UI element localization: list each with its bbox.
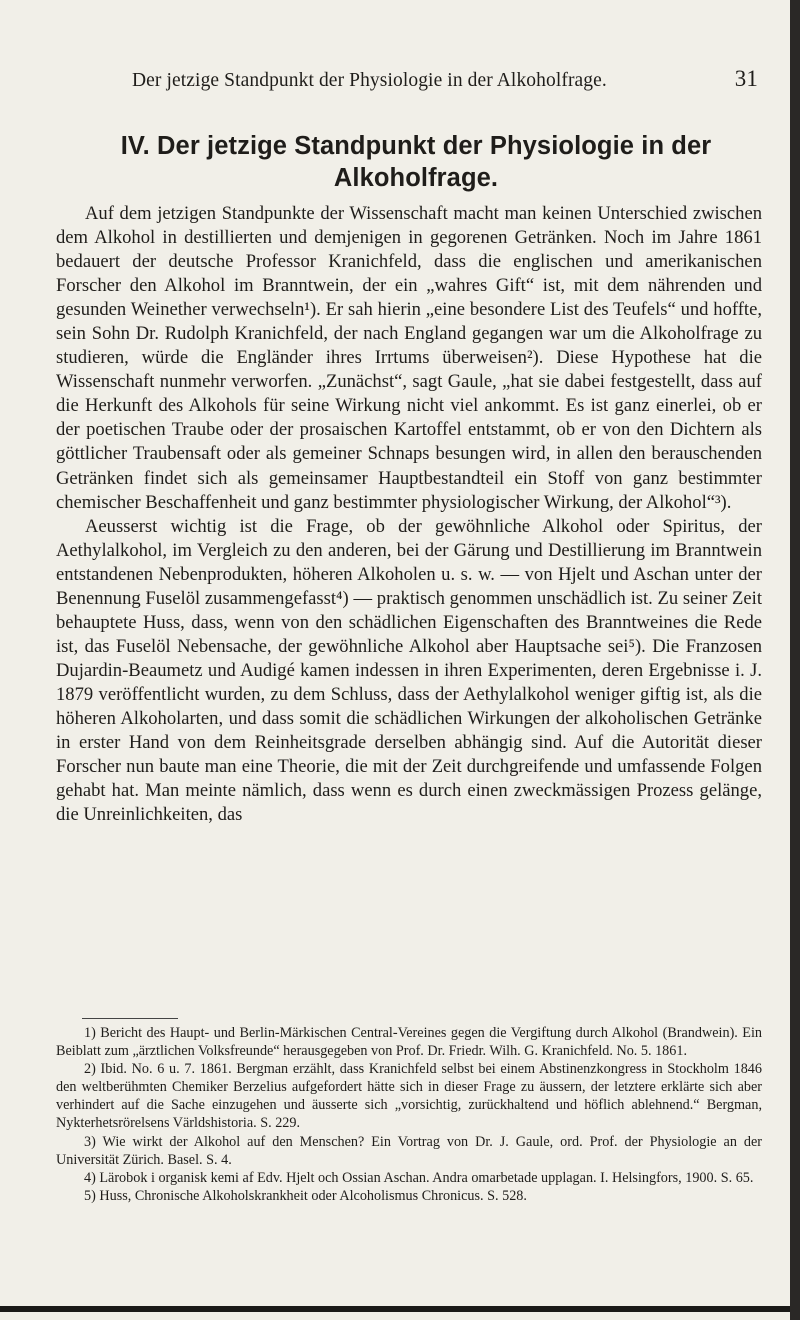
- footnote: 1) Bericht des Haupt- und Berlin-Märkischen Central-Vereines gegen die Vergiftung durch Alkohol (Brandwein). Ein Beiblatt zum „ärztlichen Volksfreunde“ herausgegeben von Prof. Dr. Friedr. Wilh. G. Kranichfeld. No. 5. 1861.: [56, 1025, 762, 1060]
- scan-bottom-edge: [0, 1306, 800, 1312]
- footnote: 4) Lärobok i organisk kemi af Edv. Hjelt och Ossian Aschan. Andra omarbetade upplagan. I. Helsingfors, 1900. S. 65.: [84, 1169, 754, 1186]
- scan-right-edge: [790, 0, 800, 1320]
- footnotes: [56, 1024, 762, 1205]
- chapter-title: IV. Der jetzige Standpunkt der Physiologie in der Alkoholfrage.: [120, 132, 712, 192]
- footnote: 3) Wie wirkt der Alkohol auf den Menschen? Ein Vortrag von Dr. J. Gaule, ord. Prof. der Physiologie an der Universität Zürich. Basel. S. 4.: [56, 1133, 762, 1168]
- body-text: [56, 202, 762, 827]
- footnote-divider: [82, 1018, 178, 1019]
- running-title: Der jetzige Standpunkt der Physiologie in der Alkoholfrage.: [132, 70, 607, 91]
- paragraph: Auf dem jetzigen Standpunkte der Wissenschaft macht man keinen Unterschied zwischen dem Alkohol in destillierten und demjenigen in gegorenen Getränken. Noch im Jahre 1861 bedauert der deutsche Professor Kranichfeld, dass die englischen und amerikanischen Forscher den Alkohol im Branntwein, der ein „wahres Gift“ ist, mit dem nährenden und gesunden Weinether verwechseln¹). Er sah hierin „eine besondere List des Teufels“ und hoffte, sein Sohn Dr. Rudolph Kranichfeld, der nach England gegangen war um die Alkoholfrage zu studieren, würde die Engländer ihres Irrtums überweisen²). Diese Hypothese hat die Wissenschaft nunmehr verworfen. „Zunächst“, sagt Gaule, „hat sie dabei festgestellt, dass auf die Herkunft des Alkohols für seine Wirkung nicht viel ankommt. Es ist ganz einerlei, ob er der poetischen Traube oder der prosaischen Kartoffel entstammt, ob er von den Dichtern als göttlicher Traubensaft oder als gemeiner Schnaps besungen wird, in allen den berauschenden Getränken findet sich als gemeinsamer Hauptbestandteil ein Stoff von ganz bestimmter chemischer Beschaffenheit und ganz bestimmter physiologischer Wirkung, der Alkohol“³).: [56, 203, 762, 513]
- footnote: 2) Ibid. No. 6 u. 7. 1861. Bergman erzählt, dass Kranichfeld selbst bei einem Abstinenzkongress in Stockholm 1846 den weltberühmten Chemiker Berzelius aufgefordert hätte sich in dieser Frage zu äussern, der letztere erklärte sich aber verhindert auf die Sache einzugehen und äusserte sich „vorsichtig, zurückhaltend und höflich ablehnend.“ Bergman, Nykterhetsrörelsens Världshistoria. S. 229.: [56, 1061, 762, 1132]
- running-head: [132, 66, 758, 92]
- page-number: 31: [734, 66, 758, 91]
- paragraph: Aeusserst wichtig ist die Frage, ob der gewöhnliche Alkohol oder Spiritus, der Aethylalkohol, im Vergleich zu den anderen, bei der Gärung und Destillierung im Branntwein entstandenen Nebenprodukten, höheren Alkoholen u. s. w. — von Hjelt und Aschan unter der Benennung Fuselöl zusammengefasst⁴) — praktisch genommen unschädlich ist. Zu seiner Zeit behauptete Huss, dass, wenn von den schädlichen Eigenschaften des Branntweines die Rede ist, das Fuselöl Nebensache, der gewöhnliche Alkohol aber Hauptsache sei⁵). Die Franzosen Dujardin-Beaumetz und Audigé kamen indessen in ihren Experimenten, deren Ergebnisse i. J. 1879 veröffentlicht wurden, zu dem Schluss, dass der Aethylalkohol weniger giftig ist, als die höheren Alkoholarten, und dass somit die schädlichen Wirkungen der alkoholischen Getränke in erster Hand von dem Reinheitsgrade derselben abhängig sind. Auf die Autorität dieser Forscher nun baute man eine Theorie, die mit der Zeit durchgreifende und umfassende Folgen gehabt hat. Man meinte nämlich, dass wenn es durch einen zweckmässigen Prozess gelänge, die Unreinlichkeiten, das: [56, 515, 762, 826]
- footnote: 5) Huss, Chronische Alkoholskrankheit oder Alcoholismus Chronicus. S. 528.: [84, 1187, 527, 1204]
